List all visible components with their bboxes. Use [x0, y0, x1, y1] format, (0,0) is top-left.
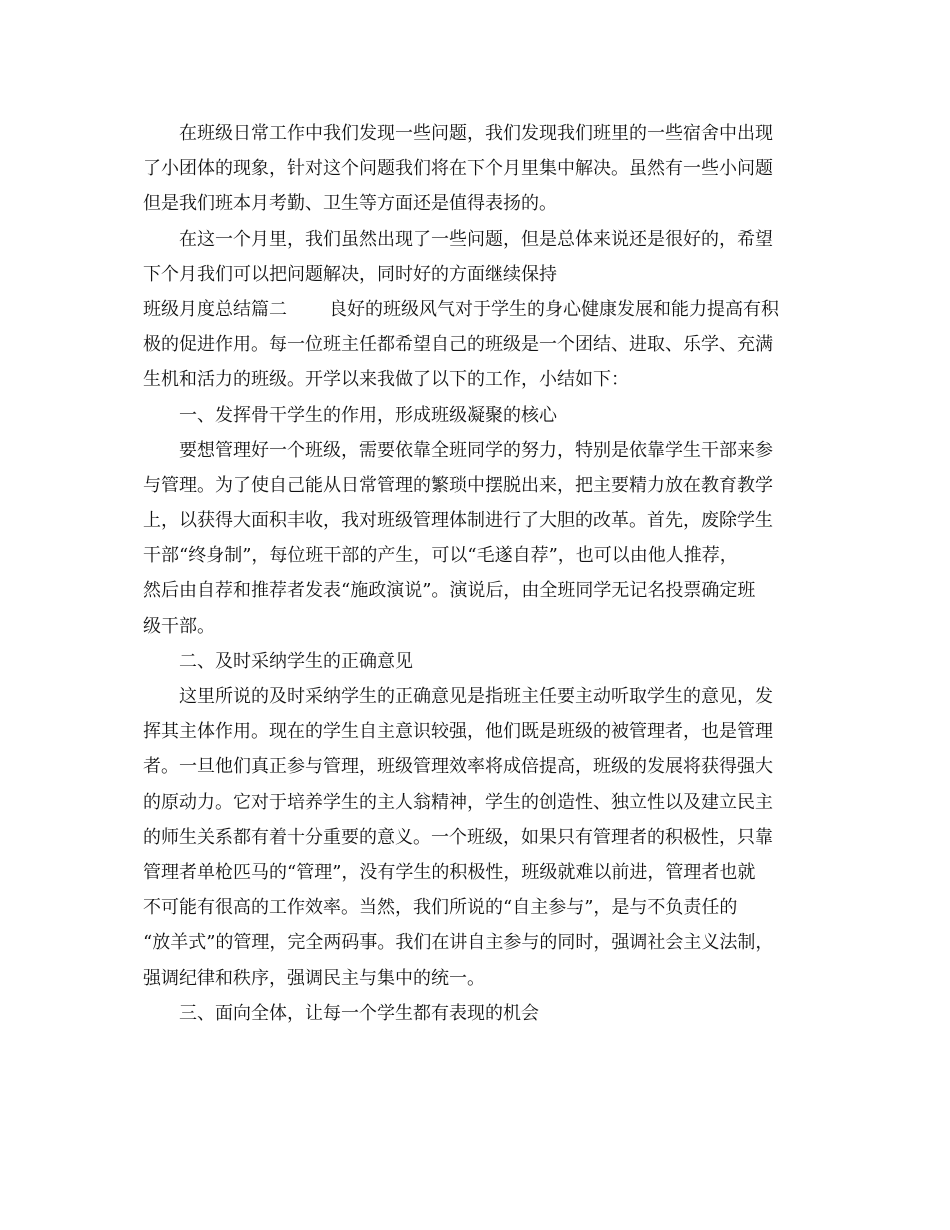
paragraph-line: 然后由自荐和推荐者发表“施政演说”。演说后，由全班同学无记名投票确定班: [143, 580, 756, 602]
paragraph-line: 上，以获得大面积丰收，我对班级管理体制进行了大胆的改革。首先，废除学生: [143, 510, 773, 532]
paragraph-line: 但是我们班本月考勤、卫生等方面还是值得表扬的。: [143, 193, 557, 215]
paragraph-line: 这里所说的及时采纳学生的正确意见是指班主任要主动听取学生的意见，发: [179, 686, 773, 707]
paragraph-line: 管理者单枪匹马的“管理”，没有学生的积极性，班级就难以前进，管理者也就: [143, 861, 756, 883]
paragraph-line: 不可能有很高的工作效率。当然，我们所说的“自主参与”，是与不负责任的: [143, 897, 738, 919]
paragraph-line: 者。一旦他们真正参与管理，班级管理效率将成倍提高，班级的发展将获得强大: [143, 756, 773, 778]
paragraph-line: “放羊式”的管理，完全两码事。我们在讲自主参与的同时，强调社会主义法制，: [143, 932, 774, 954]
paragraph-line: 的原动力。它对于培养学生的主人翁精神，学生的创造性、独立性以及建立民主: [143, 791, 773, 813]
document-body: [143, 116, 808, 1031]
paragraph-line: 在班级日常工作中我们发现一些问题，我们发现我们班里的一些宿舍中出现: [179, 123, 773, 144]
paragraph-line: 级干部。: [143, 615, 215, 637]
heading-1: 一、发挥骨干学生的作用，形成班级凝聚的核心: [179, 404, 557, 426]
paragraph-line: 与管理。为了使自己能从日常管理的繁琐中摆脱出来，把主要精力放在教育教学: [143, 474, 773, 496]
paragraph-line: 要想管理好一个班级，需要依靠全班同学的努力，特别是依靠学生干部来参: [179, 439, 773, 461]
paragraph-line: 的师生关系都有着十分重要的意义。一个班级，如果只有管理者的积极性，只靠: [143, 826, 773, 848]
paragraph-line: 下个月我们可以把问题解决，同时好的方面继续保持: [143, 263, 557, 285]
paragraph-line: 干部“终身制”，每位班干部的产生，可以“毛遂自荐”，也可以由他人推荐，: [143, 545, 738, 567]
paragraph-line: 生机和活力的班级。开学以来我做了以下的工作，小结如下：: [143, 369, 629, 391]
paragraph-line: 极的促进作用。每一位班主任都希望自己的班级是一个团结、进取、乐学、充满: [143, 334, 773, 356]
heading-2: 二、及时采纳学生的正确意见: [179, 650, 413, 672]
paragraph-line: 挥其主体作用。现在的学生自主意识较强，他们既是班级的被管理者，也是管理: [143, 721, 773, 743]
section-title: 班级月度总结篇二: [143, 298, 287, 320]
heading-3: 三、面向全体，让每一个学生都有表现的机会: [179, 1002, 539, 1024]
paragraph-text: 良好的班级风气对于学生的身心健康发展和能力提高有积: [329, 298, 779, 320]
paragraph-line: 在这一个月里，我们虽然出现了一些问题，但是总体来说还是很好的，希望: [179, 228, 773, 250]
paragraph-line: 了小团体的现象，针对这个问题我们将在下个月里集中解决。虽然有一些小问题: [143, 158, 773, 180]
section-title-line: [143, 292, 808, 327]
paragraph-line: 强调纪律和秩序，强调民主与集中的统一。: [143, 967, 485, 989]
